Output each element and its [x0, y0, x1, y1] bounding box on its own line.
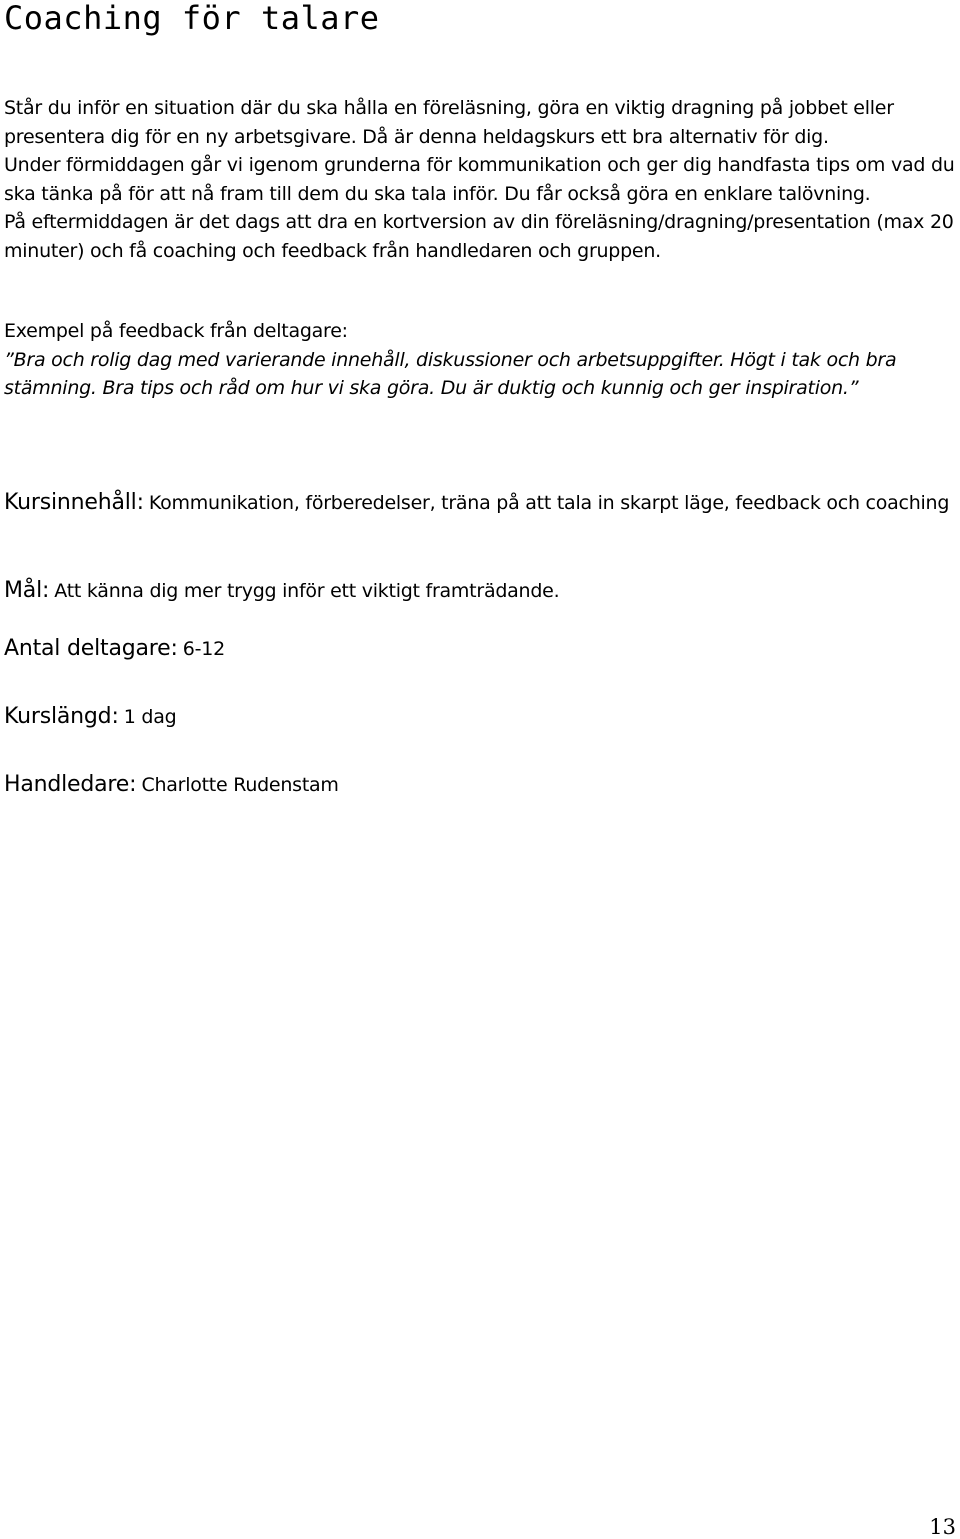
- participant-count-value: 6-12: [182, 638, 225, 660]
- course-leader-value: Charlotte Rudenstam: [141, 774, 339, 796]
- intro-paragraph: Står du inför en situation där du ska hålla en föreläsning, göra en viktig dragning på jobbet eller presentera dig för en ny arbetsgivare. Då är denna heldagskurs ett bra alternativ för dig.: [4, 97, 894, 148]
- page-number: 13: [929, 1515, 956, 1539]
- course-leader-label: Handledare:: [4, 772, 137, 797]
- course-content: [4, 488, 954, 519]
- intro-paragraph: På eftermiddagen är det dags att dra en kortversion av din föreläsning/dragning/presentation (max 20 minuter) och få coaching och feedback från handledaren och gruppen.: [4, 211, 954, 262]
- participant-count-label: Antal deltagare:: [4, 636, 178, 661]
- course-content-value: Kommunikation, förberedelser, träna på att tala in skarpt läge, feedback och coaching: [148, 492, 950, 514]
- course-leader: [4, 770, 954, 801]
- participant-count: [4, 634, 954, 665]
- page-title: Coaching för talare: [4, 0, 380, 37]
- feedback-heading: Exempel på feedback från deltagare:: [4, 320, 348, 342]
- course-length-label: Kurslängd:: [4, 704, 119, 729]
- course-description: [4, 94, 959, 266]
- course-content-label: Kursinnehåll:: [4, 490, 144, 515]
- course-length: [4, 702, 954, 733]
- course-length-value: 1 dag: [123, 706, 177, 728]
- course-goal-value: Att känna dig mer trygg inför ett viktigt framträdande.: [54, 580, 560, 602]
- feedback-quote: ”Bra och rolig dag med varierande innehåll, diskussioner och arbetsuppgifter. Högt i tak och bra stämning. Bra tips och råd om hur vi ska göra. Du är duktig och kunnig och ger inspiration.”: [4, 348, 897, 400]
- intro-paragraph: Under förmiddagen går vi igenom grunderna för kommunikation och ger dig handfasta tips om vad du ska tänka på för att nå fram till dem du ska tala inför. Du får också göra en enklare talövning.: [4, 154, 955, 205]
- course-goal: [4, 576, 954, 607]
- course-goal-label: Mål:: [4, 578, 50, 603]
- participant-feedback: [4, 317, 954, 403]
